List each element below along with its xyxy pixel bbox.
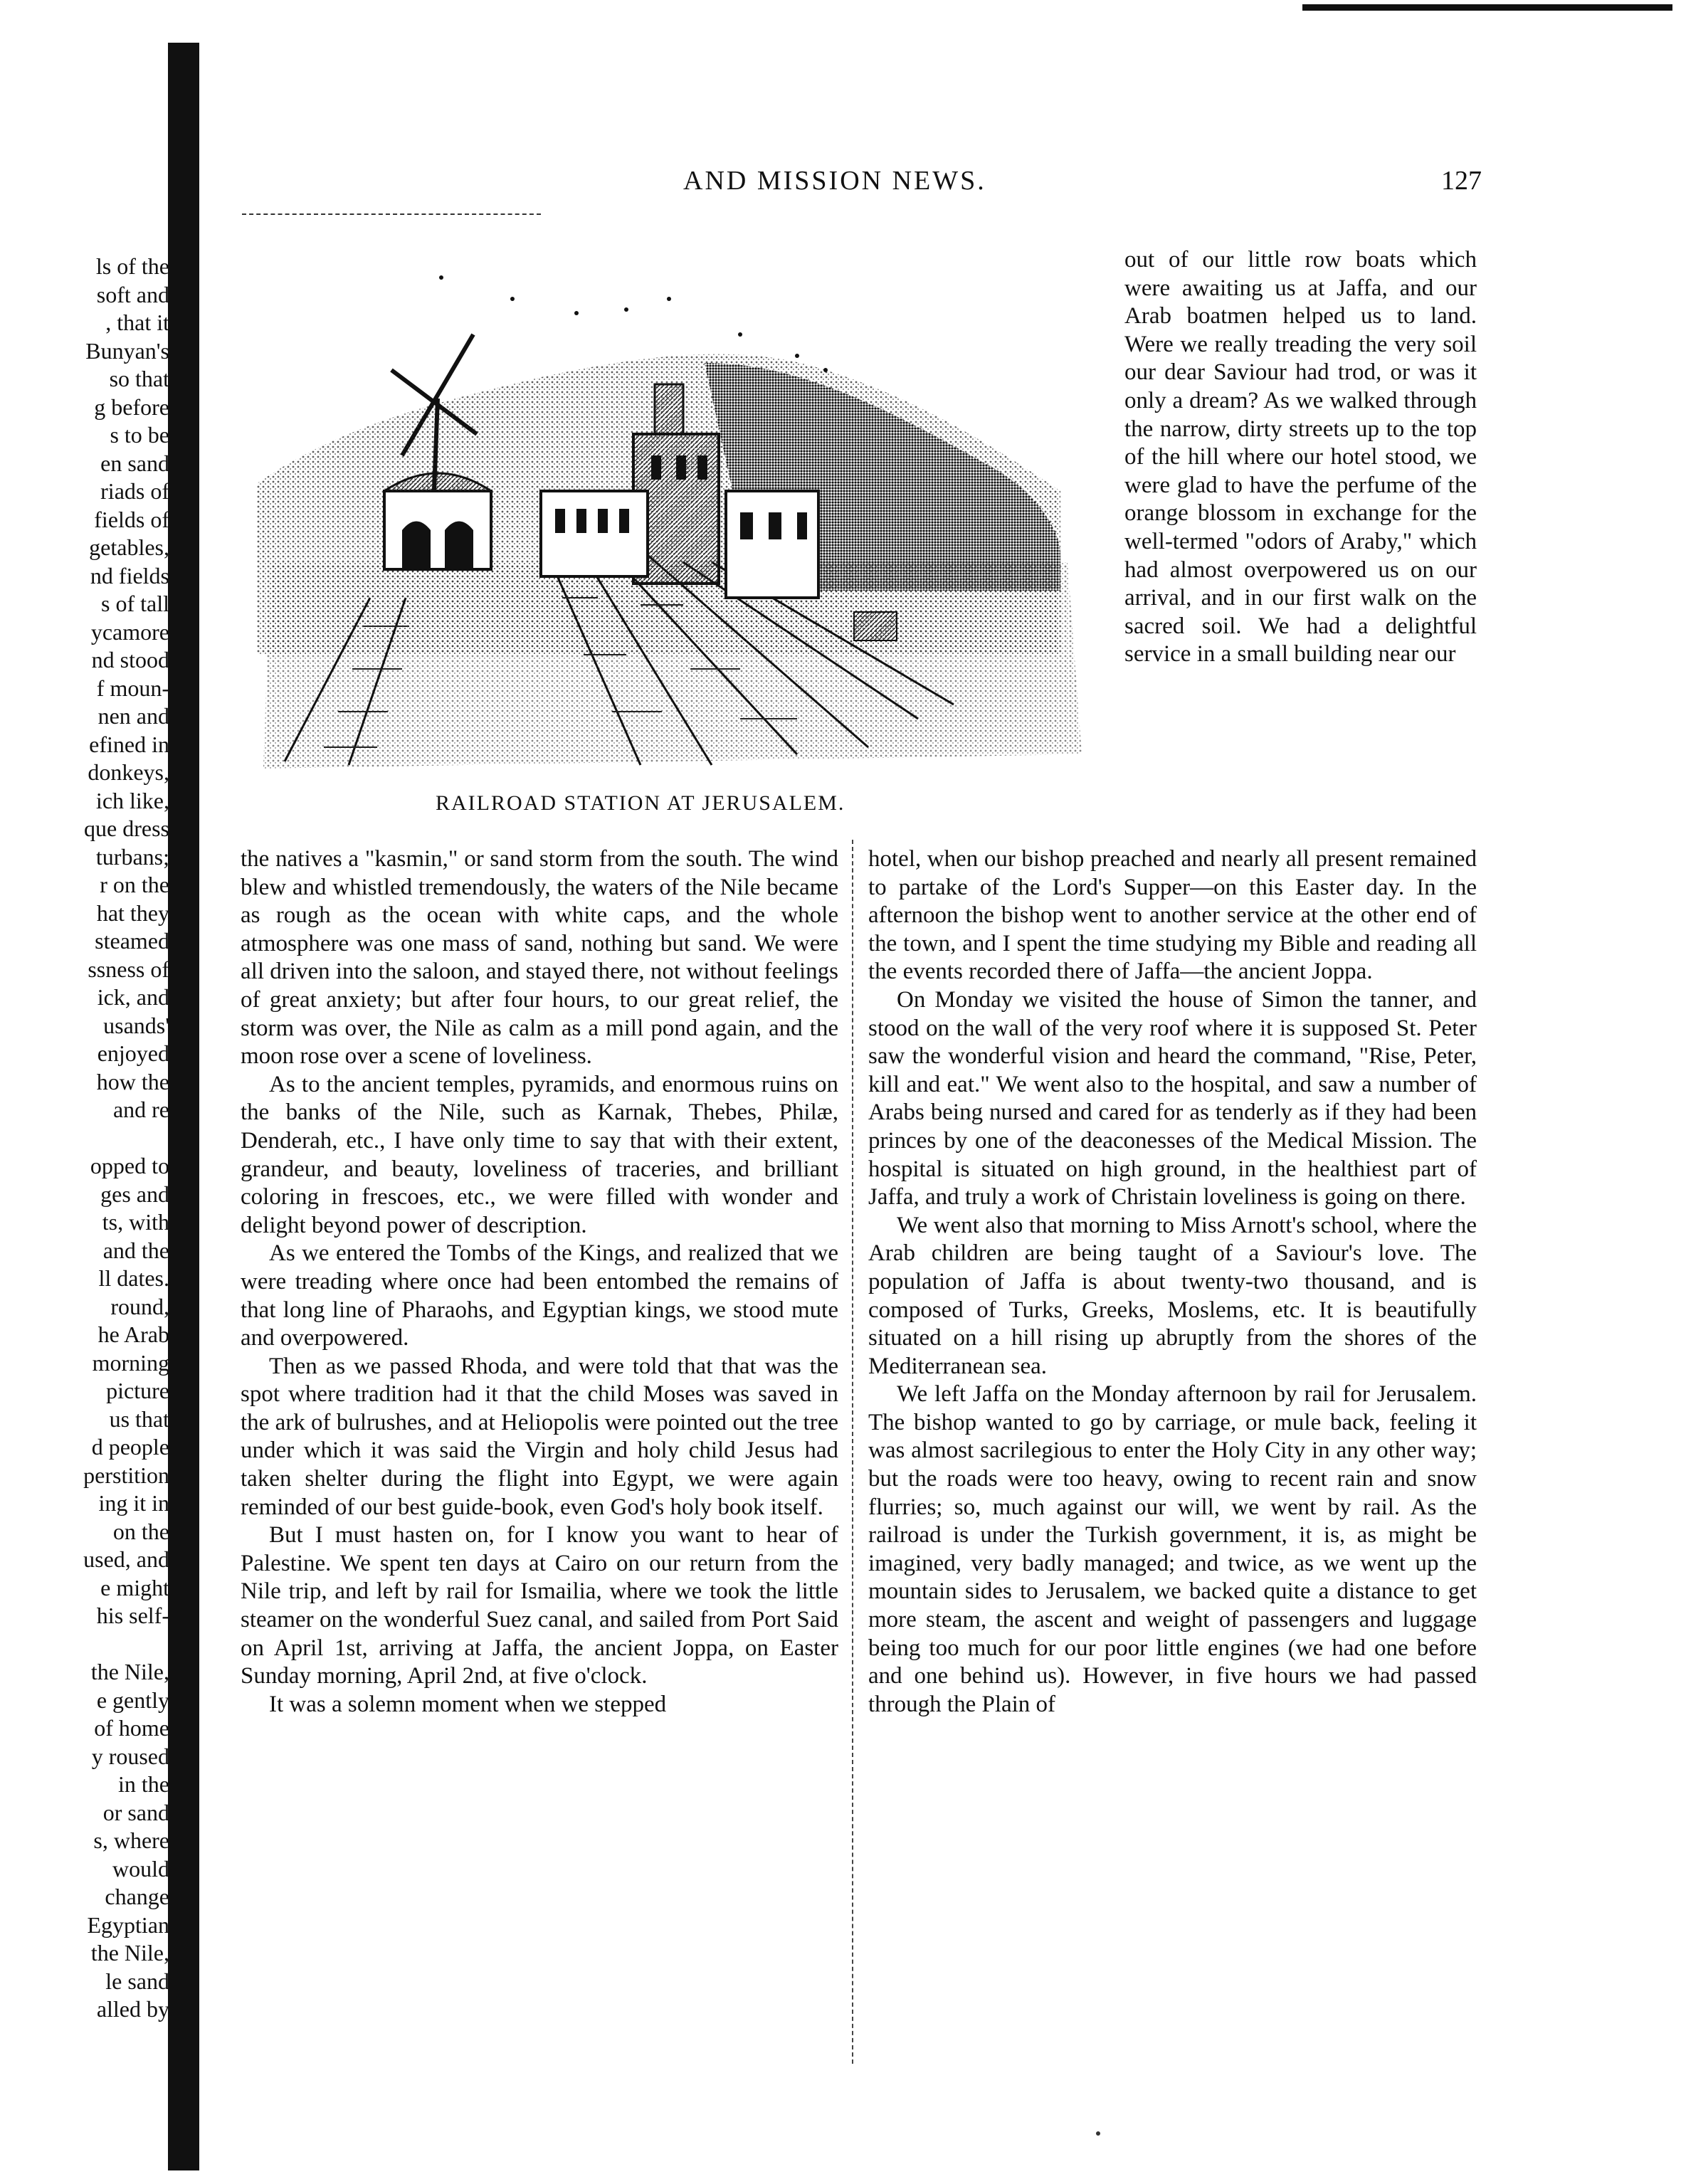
running-header: AND MISSION NEWS. [683,166,986,196]
margin-fragment: riads of [100,478,169,504]
paragraph: hotel, when our bishop preached and nearly all present remained to partake of the Lord's Supper—on this Easter day. In the afternoon the bishop went to another service at the other end of the town, and I spent the time studying my Bible and reading all the events recorded there of Jaffa—the ancient Joppa. [868,846,1477,985]
figure-caption: RAILROAD STATION AT JERUSALEM. [436,791,845,815]
right-article-column [868,845,1477,1719]
margin-fragment: he Arab [98,1322,169,1347]
margin-fragment: nen and [98,703,169,729]
header-rule [242,213,541,215]
wrapped-text-beside-figure: out of our little row boats which were awaiting us at Jaffa, and our Arab boatmen helped us to land. Were we really treading the very soil our dear Saviour had trod, or was it only a dream? As we walked through the narrow, dirty streets up to the top of the hill where our hotel stood, we were glad to have the perfume of the orange blossom in exchange for the well-termed "odors of Araby," which had almost overpowered us on our arrival, and in our first walk on the sacred soil. We had a delightful service in a small building near our [1124,247,1477,668]
margin-fragment: getables, [89,534,169,560]
margin-fragment: usands' [103,1012,169,1038]
railroad-station-engraving-icon [242,256,1107,779]
stray-ink-mark [1096,2131,1100,2136]
top-edge-bar [1302,4,1672,11]
paragraph: It was a solemn moment when we stepped [269,1691,667,1717]
margin-fragment: round, [110,1293,169,1319]
margin-fragment: s of tall [101,591,169,616]
paragraph: We left Jaffa on the Monday afternoon by rail for Jerusalem. The bishop wanted to go by carriage, or mule back, feeling it was almost sacrilegious to enter the Holy City in any other way; but the roads were too heavy, owing to recent rain and snow flurries; so, much against our will, we went by rail. As the railroad is under the Turkish government, it is, as might be imagined, very badly managed; and twice, as we went up the mountain sides to Jerusalem, we backed quite a distance to get more steam, the ascent and weight of passengers and luggage being too much for our poor little engines (we had one before and one behind us). However, in five hours we had passed through the Plain of [868,1381,1477,1717]
column-divider [852,840,853,2064]
margin-fragment: fields of [94,506,169,532]
margin-fragment: ls of the [95,253,169,279]
margin-fragment: picture [106,1378,169,1403]
margin-fragment: r on the [100,872,169,897]
paragraph: As to the ancient temples, pyramids, and enormous ruins on the banks of the Nile, such as Karnak, Thebes, Philæ, Denderah, etc., I have only time to say that with their extent, grandeur, and beauty, loveliness of traceries, and brilliant coloring in frescoes, etc., we were filled with wonder and delight beyond power of description. [241,1071,838,1238]
margin-fragment: used, and [83,1546,169,1572]
margin-fragment: would [112,1855,169,1882]
paragraph: On Monday we visited the house of Simon the tanner, and stood on the wall of the very roof where it is supposed St. Peter saw the wonderful vision and heard the command, "Rise, Peter, kill and eat." We went also to the hospital, and saw a number of Arabs being nursed and cared for as tenderly as if they had been princes by one of the deaconesses of the Medical Mission. The hospital is situated on high ground, in the healthiest part of Jaffa, and truly a work of Christain loveliness is going on there. [868,986,1477,1210]
left-margin-fragments [6,253,169,2024]
margin-fragment: ycamore [90,618,169,645]
margin-fragment: nd fields [90,562,169,589]
margin-fragment: d people [91,1434,169,1460]
page-number: 127 [1441,166,1482,196]
margin-fragment: e gently [96,1687,169,1713]
margin-fragment: the Nile, [90,1940,169,1966]
margin-fragment: his self- [96,1603,169,1628]
margin-fragment [6,1124,169,1153]
book-spine-shadow [168,43,199,2170]
margin-fragment: efined in [89,731,169,757]
paragraph: We went also that morning to Miss Arnott's school, where the Arab children are being taught of a Saviour's love. The population of Jaffa is about twenty-two thousand, and is composed of Turks, Greeks, Moslems, etc. It is beautifully situated on a hill rising up abruptly from the shores of the Mediterranean sea. [868,1212,1477,1379]
margin-fragment: Bunyan's [85,337,169,364]
margin-fragment: nd stood [91,647,169,672]
paragraph: As we entered the Tombs of the Kings, and realized that we were treading where once had been entombed the remains of that long line of Pharaohs, and Egyptian kings, we stood mute and overpowered. [241,1240,838,1351]
margin-fragment: in the [118,1771,169,1797]
margin-fragment: en sand [100,450,169,476]
margin-fragment: or sand [102,1799,169,1825]
margin-fragment: of home [94,1715,169,1741]
margin-fragment: and re [112,1097,169,1122]
margin-fragment: s, where [93,1827,169,1853]
margin-fragment: change [105,1884,169,1909]
margin-fragment: ick, and [97,984,169,1010]
margin-fragment: donkeys, [88,759,169,785]
margin-fragment: opped to [90,1153,169,1178]
margin-fragment: ssness of [88,956,169,982]
margin-fragment: on the [112,1518,169,1544]
margin-fragment: enjoyed [97,1040,169,1066]
margin-fragment: steamed [95,928,169,954]
paragraph: But I must hasten on, for I know you want to hear of Palestine. We spent ten days at Cairo on our return from the Nile trip, and left by rail for Ismailia, where we took the little steamer on the wonderful Suez canal, and sailed from Port Said on April 1st, arriving at Jaffa, the ancient Joppa, on Easter Sunday morning, April 2nd, at five o'clock. [241,1522,838,1689]
margin-fragment: ges and [100,1181,169,1207]
margin-fragment: le sand [105,1968,169,1994]
margin-fragment: y roused [91,1743,169,1769]
margin-fragment: que dress [84,816,169,841]
margin-fragment: morning [92,1349,169,1376]
margin-fragment: the Nile, [90,1659,169,1684]
margin-fragment: so that [109,366,169,391]
left-article-column [241,845,838,1719]
margin-fragment: soft and [96,281,169,307]
margin-fragment: ing it in [98,1490,169,1516]
margin-fragment: turbans; [95,843,169,870]
margin-fragment: alled by [96,1996,169,2022]
paragraph: Then as we passed Rhoda, and were told that that was the spot where tradition had it that the child Moses was saved in the ark of bulrushes, and at Heliopolis were pointed out the tree under which it was said the Virgin and holy child Jesus had taken shelter during the flight into Egypt, we were again reminded of our best guide-book, even God's holy book itself. [241,1353,838,1520]
margin-fragment [6,1630,169,1659]
margin-fragment: f moun- [96,675,169,701]
paragraph: the natives a "kasmin," or sand storm from the south. The wind blew and whistled tremendously, the waters of the Nile became as rough as the ocean with white caps, and the whole atmosphere was one mass of sand, nothing but sand. We were all driven into the saloon, and stayed there, not without feelings of great anxiety; but after four hours, to our great relief, the storm was over, the Nile as calm as a mill pond again, and the moon rose over a scene of loveliness. [241,846,838,1070]
margin-fragment: Egyptian [87,1911,169,1938]
margin-fragment: ich like, [95,787,169,813]
margin-fragment: perstition [83,1462,169,1488]
margin-fragment: g before [94,394,169,420]
margin-fragment: e might [100,1574,169,1600]
margin-fragment: , that it [105,310,169,335]
margin-fragment: ts, with [102,1209,169,1235]
margin-fragment: s to be [110,422,169,448]
margin-fragment: and the [102,1237,169,1263]
margin-fragment: hat they [96,900,169,926]
margin-fragment: ll dates. [98,1265,169,1291]
margin-fragment: how the [96,1068,169,1094]
margin-fragment: us that [109,1405,169,1432]
